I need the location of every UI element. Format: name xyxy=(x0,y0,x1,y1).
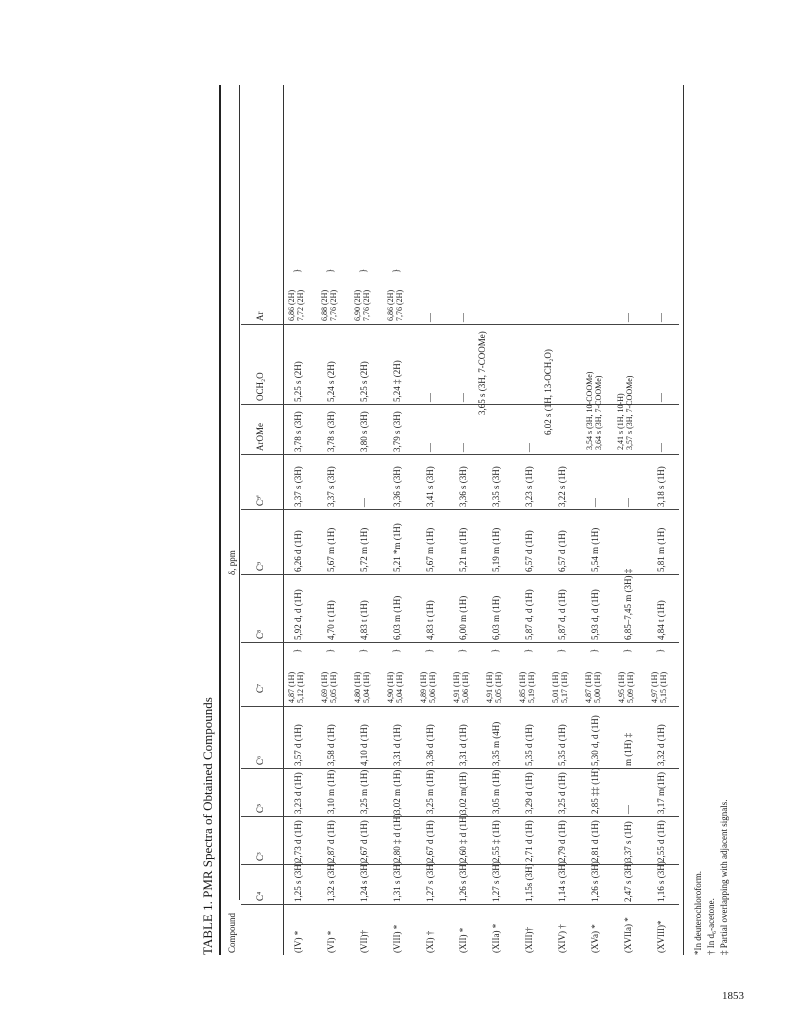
row-cell: 3,80 s (3H) xyxy=(359,411,369,452)
c7-value-a: 4,80 (1H) xyxy=(353,671,362,703)
c7-value-a: 4,91 (1H) xyxy=(452,671,461,703)
c7-value-b: 5,06 (1H) xyxy=(461,671,470,703)
row-cell: 2,85 ‡‡ (1H) xyxy=(590,767,600,814)
row-cell: 5,30 d, d (1H) xyxy=(590,715,600,766)
row-cell: 2,71 d (1H) xyxy=(524,820,534,862)
row-cell: 3,79 s (3H) xyxy=(392,411,402,452)
col-separator xyxy=(241,454,679,455)
row-cell: 5,35 d (1H) xyxy=(557,724,567,766)
c7-value-b: 5,05 (1H) xyxy=(329,671,338,703)
c7-value-a: 4,90 (1H) xyxy=(386,671,395,703)
delta-rule xyxy=(239,85,240,900)
row-cell: 5,19 m (1H) xyxy=(491,527,501,572)
row-cell: 5,21 *m (1H) xyxy=(392,523,402,572)
header-col-0: C⁴ xyxy=(255,891,265,901)
row-cell: 5,24 s (2H) xyxy=(326,361,336,402)
row-cell: 5,81 m (1H) xyxy=(656,527,666,572)
row-cell: 3,35 s (3H) xyxy=(491,466,501,507)
note-xvii-2: 3,57 s (3H, 7-COOMe) xyxy=(625,375,634,450)
row-compound: (XII) * xyxy=(458,927,468,953)
c7-brace: } xyxy=(655,648,665,653)
c7-value-a: 4,87 (1H) xyxy=(584,671,593,703)
col-separator xyxy=(241,574,679,575)
row-compound: (XI) † xyxy=(425,930,435,953)
row-cell: 5,92 d, d (1H) xyxy=(293,589,303,640)
row-cell: 6,57 d (1H) xyxy=(557,530,567,572)
header-col-4: C⁷ xyxy=(255,683,265,693)
col-separator xyxy=(241,509,679,510)
row-compound: (IV) * xyxy=(293,930,303,953)
c7-value-b: 5,04 (1H) xyxy=(362,671,371,703)
row-cell: 6,00 m (1H) xyxy=(458,595,468,640)
table-bottom-rule xyxy=(683,85,684,955)
row-cell: 3,10 m (1H) xyxy=(326,769,336,814)
row-cell: 2,55 ‡ (1H) xyxy=(491,820,501,862)
c7-brace: } xyxy=(424,648,434,653)
ar-brace: } xyxy=(358,268,368,273)
row-cell: 6,85–7,45 m (3H) ‡ xyxy=(623,568,633,640)
row-cell: 2,55 d (1H) xyxy=(656,820,666,862)
c7-value-a: 4,89 (1H) xyxy=(419,671,428,703)
c7-value-a: 4,97 (1H) xyxy=(650,671,659,703)
rotated-table-block xyxy=(195,85,790,955)
header-col-7: C⁹' xyxy=(255,495,265,506)
row-compound: (XVIII)* xyxy=(656,920,666,953)
row-cell: — xyxy=(425,313,435,322)
row-cell: 3,57 d (1H) xyxy=(293,724,303,766)
row-cell: 3,25 m (1H) xyxy=(425,769,435,814)
row-cell: 2,47 s (3H) xyxy=(623,861,633,902)
header-col-3: C⁶ xyxy=(255,755,265,765)
row-cell: 3,17 m(1H) xyxy=(656,772,666,814)
row-cell: 3,37 s (3H) xyxy=(293,466,303,507)
row-cell: 2,79 d (1H) xyxy=(557,820,567,862)
c7-value-b: 5,15 (1H) xyxy=(659,671,668,703)
row-compound: (XIII)† xyxy=(524,927,534,953)
note-xii-ome: 3,65 s (3H, 7-COOMe) xyxy=(477,331,487,415)
c7-brace: } xyxy=(490,648,500,653)
row-cell: 1,26 s (3H) xyxy=(458,861,468,902)
ar-value-b: 7,76 (2H) xyxy=(362,289,371,321)
footnote: † In d₆-acetone. xyxy=(706,898,716,955)
col-separator xyxy=(241,768,679,769)
c7-value-a: 4,95 (1H) xyxy=(617,671,626,703)
row-cell: 4,83 t (1H) xyxy=(425,600,435,640)
ar-brace: } xyxy=(325,268,335,273)
c7-value-b: 5,19 (1H) xyxy=(527,671,536,703)
row-cell: 5,67 m (1H) xyxy=(326,527,336,572)
row-cell: 2,73 d (1H) xyxy=(293,820,303,862)
row-cell: 5,93 d, d (1H) xyxy=(590,589,600,640)
footnote: *In deuterochloroform. xyxy=(693,871,703,955)
header-col-9: OCH₂O xyxy=(255,372,265,401)
c7-brace: } xyxy=(556,648,566,653)
col-separator xyxy=(241,404,679,405)
table-caption: TABLE 1. PMR Spectra of Obtained Compounds xyxy=(200,697,215,955)
ar-value-a: 6,86 (2H) xyxy=(287,289,296,321)
row-cell: 3,41 s (3H) xyxy=(425,466,435,507)
row-cell: 3,31 d (1H) xyxy=(392,724,402,766)
c7-brace: } xyxy=(358,648,368,653)
ar-brace: } xyxy=(391,268,401,273)
row-cell: 2,87 d (1H) xyxy=(326,820,336,862)
c7-brace: } xyxy=(292,648,302,653)
c7-value-a: 4,91 (1H) xyxy=(485,671,494,703)
row-cell: — xyxy=(590,498,600,507)
row-cell: — xyxy=(524,443,534,452)
row-cell: 3,29 d (1H) xyxy=(524,772,534,814)
row-cell: 3,35 m (4H) xyxy=(491,721,501,766)
row-cell: 5,25 s (2H) xyxy=(359,361,369,402)
row-cell: — xyxy=(359,498,369,507)
row-cell: 3,25 m (1H) xyxy=(359,769,369,814)
row-cell: 3,02 m(1H) xyxy=(458,772,468,814)
row-cell: 3,05 m (1H) xyxy=(491,769,501,814)
c7-value-b: 5,09 (1H) xyxy=(626,671,635,703)
c7-brace: } xyxy=(589,648,599,653)
c7-brace: } xyxy=(325,648,335,653)
row-cell: 5,35 d (1H) xyxy=(524,724,534,766)
c7-value-b: 5,17 (1H) xyxy=(560,671,569,703)
row-cell: 2,67 d (1H) xyxy=(359,820,369,862)
row-cell: 3,23 s (1H) xyxy=(524,466,534,507)
note-xvii-1: 2,41 s (1H, 10-H) xyxy=(616,393,625,450)
c7-value-b: 5,06 (1H) xyxy=(428,671,437,703)
ar-brace: } xyxy=(292,268,302,273)
row-cell: — xyxy=(425,443,435,452)
col-separator xyxy=(241,324,679,325)
row-cell: 6,26 d (1H) xyxy=(293,530,303,572)
header-col-8: ArOMe xyxy=(255,423,265,451)
row-cell: — xyxy=(425,393,435,402)
row-cell: 1,26 s (3H) xyxy=(590,861,600,902)
row-cell: 3,78 s (3H) xyxy=(326,411,336,452)
page-number: 1853 xyxy=(722,990,744,1002)
row-cell: — xyxy=(656,313,666,322)
ar-value-a: 6,88 (2H) xyxy=(320,289,329,321)
row-cell: 3,78 s (3H) xyxy=(293,411,303,452)
row-cell: 3,36 d (1H) xyxy=(425,724,435,766)
row-cell: m (1H) ‡ xyxy=(623,733,633,766)
row-compound: (VII)† xyxy=(359,930,369,953)
c7-value-a: 5,01 (1H) xyxy=(551,671,560,703)
row-cell: 1,16 s (3H) xyxy=(656,861,666,902)
row-cell: 1,27 s (3H) xyxy=(425,861,435,902)
ar-value-b: 7,76 (2H) xyxy=(395,289,404,321)
row-cell: 2,67 d (1H) xyxy=(425,820,435,862)
footnote: ‡ Partial overlapping with adjacent signals. xyxy=(719,799,729,955)
row-cell: 4,83 t (1H) xyxy=(359,600,369,640)
row-cell: 2,80 ‡ d (1H) xyxy=(392,813,402,862)
row-compound: (XVIIa) * xyxy=(623,917,633,953)
row-cell: 5,24 ‡ (2H) xyxy=(392,360,402,402)
note-xiii-och: 6,02 s (1H, 13-OCH₂O) xyxy=(543,349,553,435)
row-cell: 6,03 m (1H) xyxy=(392,595,402,640)
row-cell: 6,57 d (1H) xyxy=(524,530,534,572)
header-col-5: C⁸ xyxy=(255,629,265,639)
row-cell: — xyxy=(656,393,666,402)
table-top-rule xyxy=(219,85,221,955)
row-cell: — xyxy=(656,443,666,452)
row-cell: 3,22 s (1H) xyxy=(557,466,567,507)
c7-value-a: 4,85 (1H) xyxy=(518,671,527,703)
note-xva-2: 3,64 s (3H, 7-COOMe) xyxy=(594,375,603,450)
row-cell: — xyxy=(458,443,468,452)
row-compound: (VI) * xyxy=(326,930,336,953)
col-separator xyxy=(241,706,679,707)
c7-brace: } xyxy=(622,648,632,653)
c7-brace: } xyxy=(523,648,533,653)
header-bottom-rule xyxy=(283,85,284,955)
c7-value-a: 4,87 (1H) xyxy=(287,671,296,703)
c7-value-b: 5,04 (1H) xyxy=(395,671,404,703)
row-cell: — xyxy=(623,498,633,507)
row-cell: 5,67 m (1H) xyxy=(425,527,435,572)
header-delta: δ, ppm xyxy=(227,550,237,575)
row-cell: 1,32 s (3H) xyxy=(326,861,336,902)
row-cell: 3,32 d (1H) xyxy=(656,724,666,766)
ar-value-b: 7,76 (2H) xyxy=(329,289,338,321)
row-cell: 3,37 s (3H) xyxy=(326,466,336,507)
c7-brace: } xyxy=(391,648,401,653)
row-cell: 3,36 s (3H) xyxy=(458,466,468,507)
row-cell: 3,23 d (1H) xyxy=(293,772,303,814)
row-cell: 1,14 s (3H) xyxy=(557,861,567,902)
ar-value-b: 7,72 (2H) xyxy=(296,289,305,321)
row-cell: 3,36 s (3H) xyxy=(392,466,402,507)
col-separator xyxy=(241,642,679,643)
ar-value-a: 6,86 (2H) xyxy=(386,289,395,321)
row-cell: 3,25 d (1H) xyxy=(557,772,567,814)
header-col-2: C⁵ xyxy=(255,803,265,813)
row-compound: (XIV) † xyxy=(557,924,567,953)
c7-value-a: 4,69 (1H) xyxy=(320,671,329,703)
row-compound: (XVa) * xyxy=(590,924,600,953)
row-cell: 5,87 d, d (1H) xyxy=(524,589,534,640)
row-compound: (XIIa) * xyxy=(491,923,501,953)
row-cell: 5,87 d, d (1H) xyxy=(557,589,567,640)
row-cell: 1,24 s (3H) xyxy=(359,861,369,902)
note-xva-1: 3,54 s (3H, 10-COOMe) xyxy=(585,371,594,450)
row-cell: — xyxy=(623,805,633,814)
row-cell: 2,81 d (1H) xyxy=(590,820,600,862)
row-cell: 3,37 s (1H) xyxy=(623,821,633,862)
ar-value-a: 6,90 (2H) xyxy=(353,289,362,321)
row-cell: 3,58 d (1H) xyxy=(326,724,336,766)
row-cell: 3,18 s (1H) xyxy=(656,466,666,507)
row-cell: 2,60 ‡ d (1H) xyxy=(458,813,468,862)
row-cell: 1,15s (3H) xyxy=(524,863,534,902)
header-col-1: C³ xyxy=(255,852,265,861)
row-cell: 5,72 m (1H) xyxy=(359,527,369,572)
row-cell: 4,70 t (1H) xyxy=(326,600,336,640)
row-cell: — xyxy=(623,313,633,322)
row-cell: 4,10 d (1H) xyxy=(359,724,369,766)
col-separator xyxy=(241,904,679,905)
header-col-6: C⁹ xyxy=(255,561,265,571)
header-col-10: Ar xyxy=(255,311,265,321)
row-cell: 1,25 s (3H) xyxy=(293,861,303,902)
row-cell: 5,21 m (1H) xyxy=(458,527,468,572)
c7-value-b: 5,12 (1H) xyxy=(296,671,305,703)
row-cell: 3,02 m (1H) xyxy=(392,769,402,814)
row-cell: 4,84 t (1H) xyxy=(656,600,666,640)
row-cell: — xyxy=(458,313,468,322)
header-compound: Compound xyxy=(227,912,237,953)
row-cell: 6,03 m (1H) xyxy=(491,595,501,640)
row-cell: 5,25 s (2H) xyxy=(293,361,303,402)
c7-value-b: 5,00 (1H) xyxy=(593,671,602,703)
row-cell: 5,54 m (1H) xyxy=(590,527,600,572)
row-cell: 1,31 s (3H) xyxy=(392,861,402,902)
row-compound: (VIII) * xyxy=(392,924,402,953)
c7-value-b: 5,05 (1H) xyxy=(494,671,503,703)
row-cell: 1,27 s (3H) xyxy=(491,861,501,902)
c7-brace: } xyxy=(457,648,467,653)
row-cell: 3,31 d (1H) xyxy=(458,724,468,766)
row-cell: — xyxy=(458,393,468,402)
